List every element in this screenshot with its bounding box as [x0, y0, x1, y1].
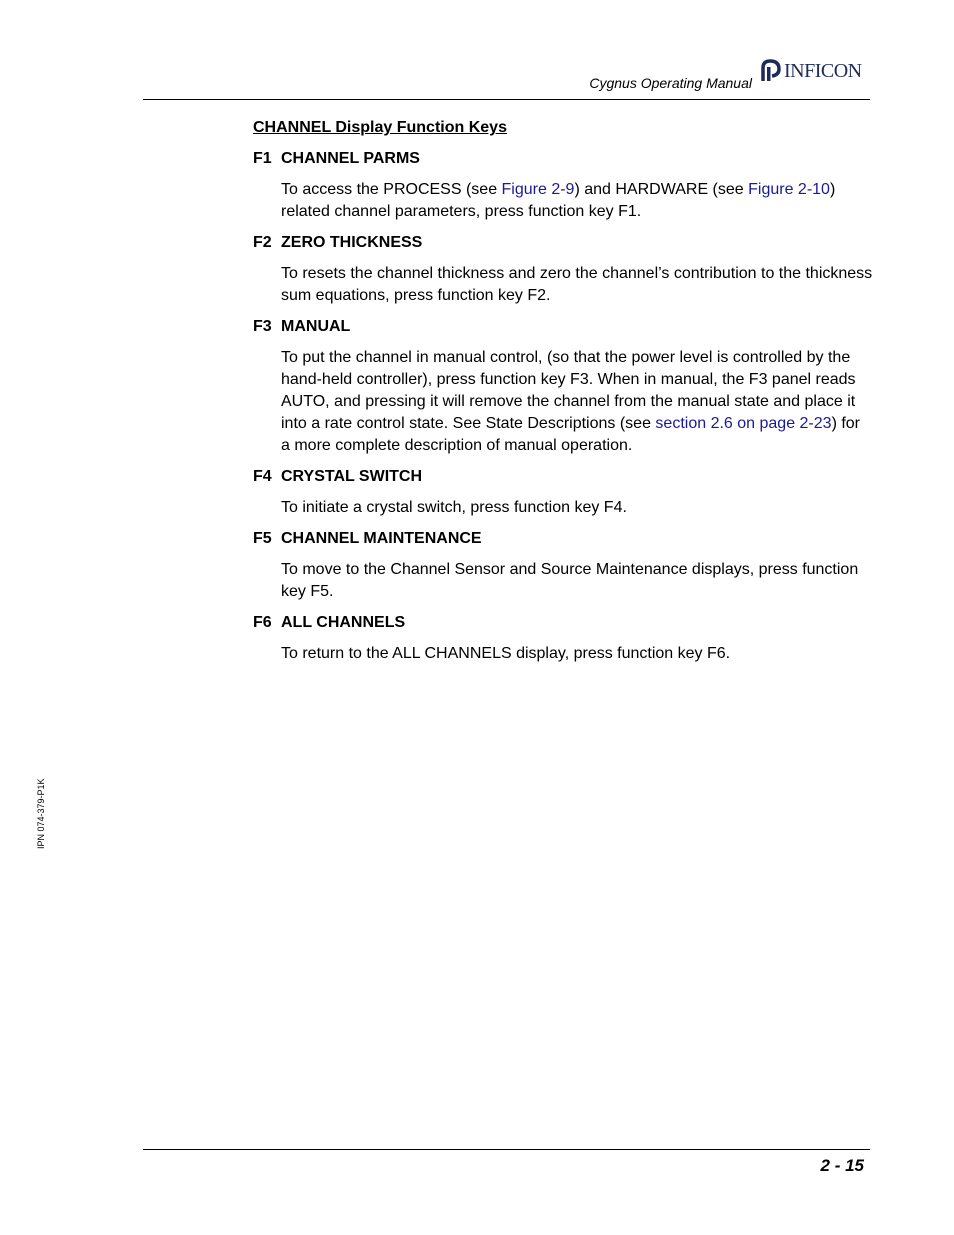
function-key-title: MANUAL [281, 318, 351, 335]
figure-2-9-link[interactable]: Figure 2-9 [501, 181, 575, 198]
function-key-heading [253, 149, 873, 169]
figure-2-10-link[interactable]: Figure 2-10 [748, 181, 830, 198]
function-key-title: ZERO THICKNESS [281, 234, 423, 251]
page-number: 2 - 15 [820, 1156, 864, 1175]
description-text: ) related channel parameters, press function key F1. [281, 181, 836, 220]
function-key-heading [253, 529, 873, 549]
function-key-title: CRYSTAL SWITCH [281, 468, 423, 485]
manual-title: Cygnus Operating Manual [589, 75, 752, 91]
function-key-title: ALL CHANNELS [281, 614, 406, 631]
description-text: ) for a more complete description of manual operation. [281, 415, 861, 454]
function-key-f4 [253, 467, 873, 519]
function-key-label: F1 [253, 150, 272, 167]
function-key-description: To resets the channel thickness and zero the channel’s contribution to the thickness sum equations, press function key F2. [281, 265, 873, 304]
inficon-logo [760, 58, 874, 84]
function-key-f1 [253, 149, 873, 223]
function-key-label: F6 [253, 614, 272, 631]
function-key-description [281, 347, 873, 457]
ipn-code: IPN 074-379-P1K [36, 778, 46, 849]
description-text: ) and HARDWARE (see [574, 181, 749, 198]
function-key-label: F4 [253, 468, 272, 485]
function-key-label: F5 [253, 530, 272, 547]
function-key-heading [253, 613, 873, 633]
description-text: To access the PROCESS (see [281, 181, 502, 198]
function-key-label: F2 [253, 234, 272, 251]
function-key-f2 [253, 233, 873, 307]
function-key-label: F3 [253, 318, 272, 335]
main-content [253, 118, 873, 675]
function-key-title: CHANNEL MAINTENANCE [281, 530, 482, 547]
section-title: CHANNEL Display Function Keys [253, 119, 507, 136]
logo-text: INFICON [784, 60, 862, 82]
logo-mark-icon [760, 59, 782, 83]
function-key-description: To move to the Channel Sensor and Source Maintenance displays, press function key F5. [281, 561, 859, 600]
footer-rule [143, 1149, 870, 1150]
function-key-description: To initiate a crystal switch, press function key F4. [281, 499, 627, 516]
function-key-title: CHANNEL PARMS [281, 150, 420, 167]
header-rule [143, 99, 870, 100]
section-2-6-link[interactable]: section 2.6 on page 2-23 [655, 415, 832, 432]
function-key-f3 [253, 317, 873, 457]
function-key-f6 [253, 613, 873, 665]
function-key-heading [253, 317, 873, 337]
description-text: To put the channel in manual control, (so that the power level is controlled by the hand-held controller), press function key F3. When in manual, the F3 panel reads AUTO, and pressing it will remove the channel from the manual state and place it into a rate control state. See State Descriptions (see [281, 349, 856, 432]
function-key-description [281, 179, 873, 223]
function-key-heading [253, 467, 873, 487]
function-key-f5 [253, 529, 873, 603]
function-key-heading [253, 233, 873, 253]
function-key-description: To return to the ALL CHANNELS display, press function key F6. [281, 645, 731, 662]
